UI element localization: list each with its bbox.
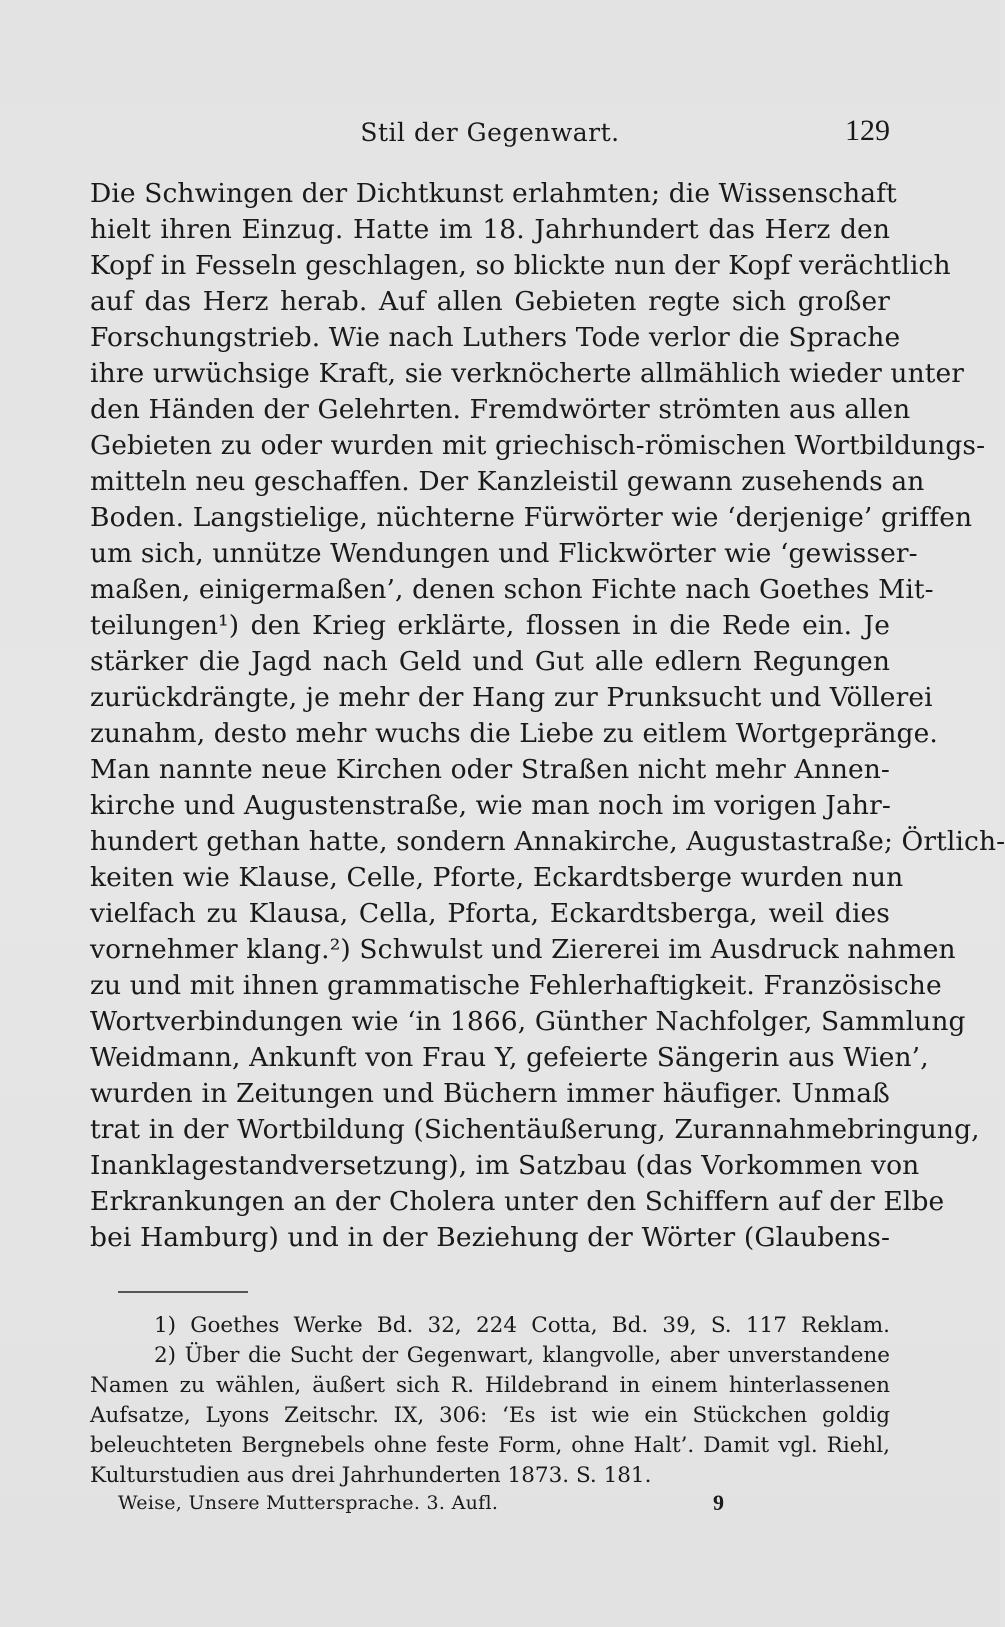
text-line: kirche und Augustenstraße, wie man noch im vorigen Jahr-: [90, 790, 891, 821]
running-head-title: Stil der Gegenwart.: [360, 118, 620, 147]
footnote-1: 1) Goethes Werke Bd. 32, 224 Cotta, Bd. 39, S. 117 Reklam.: [154, 1313, 890, 1338]
text-line: vielfach zu Klausa, Cella, Pforta, Eckardtsberga, weil dies: [90, 898, 890, 929]
text-line: zu und mit ihnen grammatische Fehlerhaftigkeit. Französische: [90, 970, 942, 1001]
text-line: Wortverbindungen wie ‘in 1866, Günther Nachfolger, Sammlung: [90, 1006, 966, 1037]
text-line: Boden. Langstielige, nüchterne Fürwörter wie ‘derjenige’ griffen: [90, 502, 973, 533]
text-line: Forschungstrieb. Wie nach Luthers Tode verlor die Sprache: [90, 322, 901, 353]
footnote-divider: [118, 1291, 248, 1293]
text-line: bei Hamburg) und in der Beziehung der Wörter (Glaubens-: [90, 1222, 890, 1253]
text-line: hundert gethan hatte, sondern Annakirche, Augustastraße; Örtlich-: [90, 826, 1005, 857]
text-line: stärker die Jagd nach Geld und Gut alle edlern Regungen: [90, 646, 890, 677]
text-line: Man nannte neue Kirchen oder Straßen nicht mehr Annen-: [90, 754, 890, 785]
text-line: Kopf in Fesseln geschlagen, so blickte nun der Kopf verächtlich: [90, 250, 951, 281]
text-line: Gebieten zu oder wurden mit griechisch-römischen Wortbildungs-: [90, 430, 986, 461]
text-line: den Händen der Gelehrten. Fremdwörter strömten aus allen: [90, 394, 911, 425]
running-head: [90, 114, 890, 154]
sheet-number: 9: [713, 1490, 724, 1515]
text-line: auf das Herz herab. Auf allen Gebieten regte sich großer: [90, 286, 890, 317]
text-line: mitteln neu geschaffen. Der Kanzleistil gewann zusehends an: [90, 466, 925, 497]
text-line: Die Schwingen der Dichtkunst erlahmten; die Wissenschaft: [90, 178, 897, 209]
footnote-2: 2) Über die Sucht der Gegenwart, klangvolle, aber unverstandene: [154, 1343, 890, 1368]
printer-signature: [118, 1492, 738, 1522]
page-number: 129: [845, 114, 890, 147]
text-line: ihre urwüchsige Kraft, sie verknöcherte allmählich wieder unter: [90, 358, 965, 389]
text-line: maßen, einigermaßen’, denen schon Fichte nach Goethes Mit-: [90, 574, 934, 605]
text-line: teilungen¹) den Krieg erklärte, flossen in die Rede ein. Je: [90, 610, 890, 641]
text-line: Weidmann, Ankunft von Frau Y, gefeierte Sängerin aus Wien’,: [90, 1042, 929, 1073]
body-text: [90, 176, 1005, 1256]
text-line: Inanklagestandversetzung), im Satzbau (das Vorkommen von: [90, 1150, 920, 1181]
text-line: vornehmer klang.²) Schwulst und Ziererei im Ausdruck nahmen: [90, 934, 956, 965]
footnotes: [90, 1311, 890, 1491]
text-line: zunahm, desto mehr wuchs die Liebe zu eitlem Wortgepränge.: [90, 718, 938, 749]
footnote-2-continued: Kulturstudien aus drei Jahrhunderten 1873. S. 181.: [90, 1463, 652, 1488]
text-line: hielt ihren Einzug. Hatte im 18. Jahrhundert das Herz den: [90, 214, 890, 245]
text-line: wurden in Zeitungen und Büchern immer häufiger. Unmaß: [90, 1078, 890, 1109]
footnote-2-continued: Namen zu wählen, äußert sich R. Hildebrand in einem hinterlassenen: [90, 1373, 890, 1398]
text-line: keiten wie Klause, Celle, Pforte, Eckardtsberge wurden nun: [90, 862, 904, 893]
footnote-2-continued: beleuchteten Bergnebels ohne feste Form, ohne Halt’. Damit vgl. Riehl,: [90, 1433, 890, 1458]
footnote-2-continued: Aufsatze, Lyons Zeitschr. IX, 306: ‘Es ist wie ein Stückchen goldig: [90, 1403, 890, 1428]
text-line: zurückdrängte, je mehr der Hang zur Prunksucht und Völlerei: [90, 682, 933, 713]
text-line: um sich, unnütze Wendungen und Flickwörter wie ‘gewisser-: [90, 538, 918, 569]
text-line: Erkrankungen an der Cholera unter den Schiffern auf der Elbe: [90, 1186, 945, 1217]
text-line: trat in der Wortbildung (Sichentäußerung, Zurannahmebringung,: [90, 1114, 980, 1145]
signature-text: Weise, Unsere Muttersprache. 3. Aufl.: [118, 1492, 499, 1514]
